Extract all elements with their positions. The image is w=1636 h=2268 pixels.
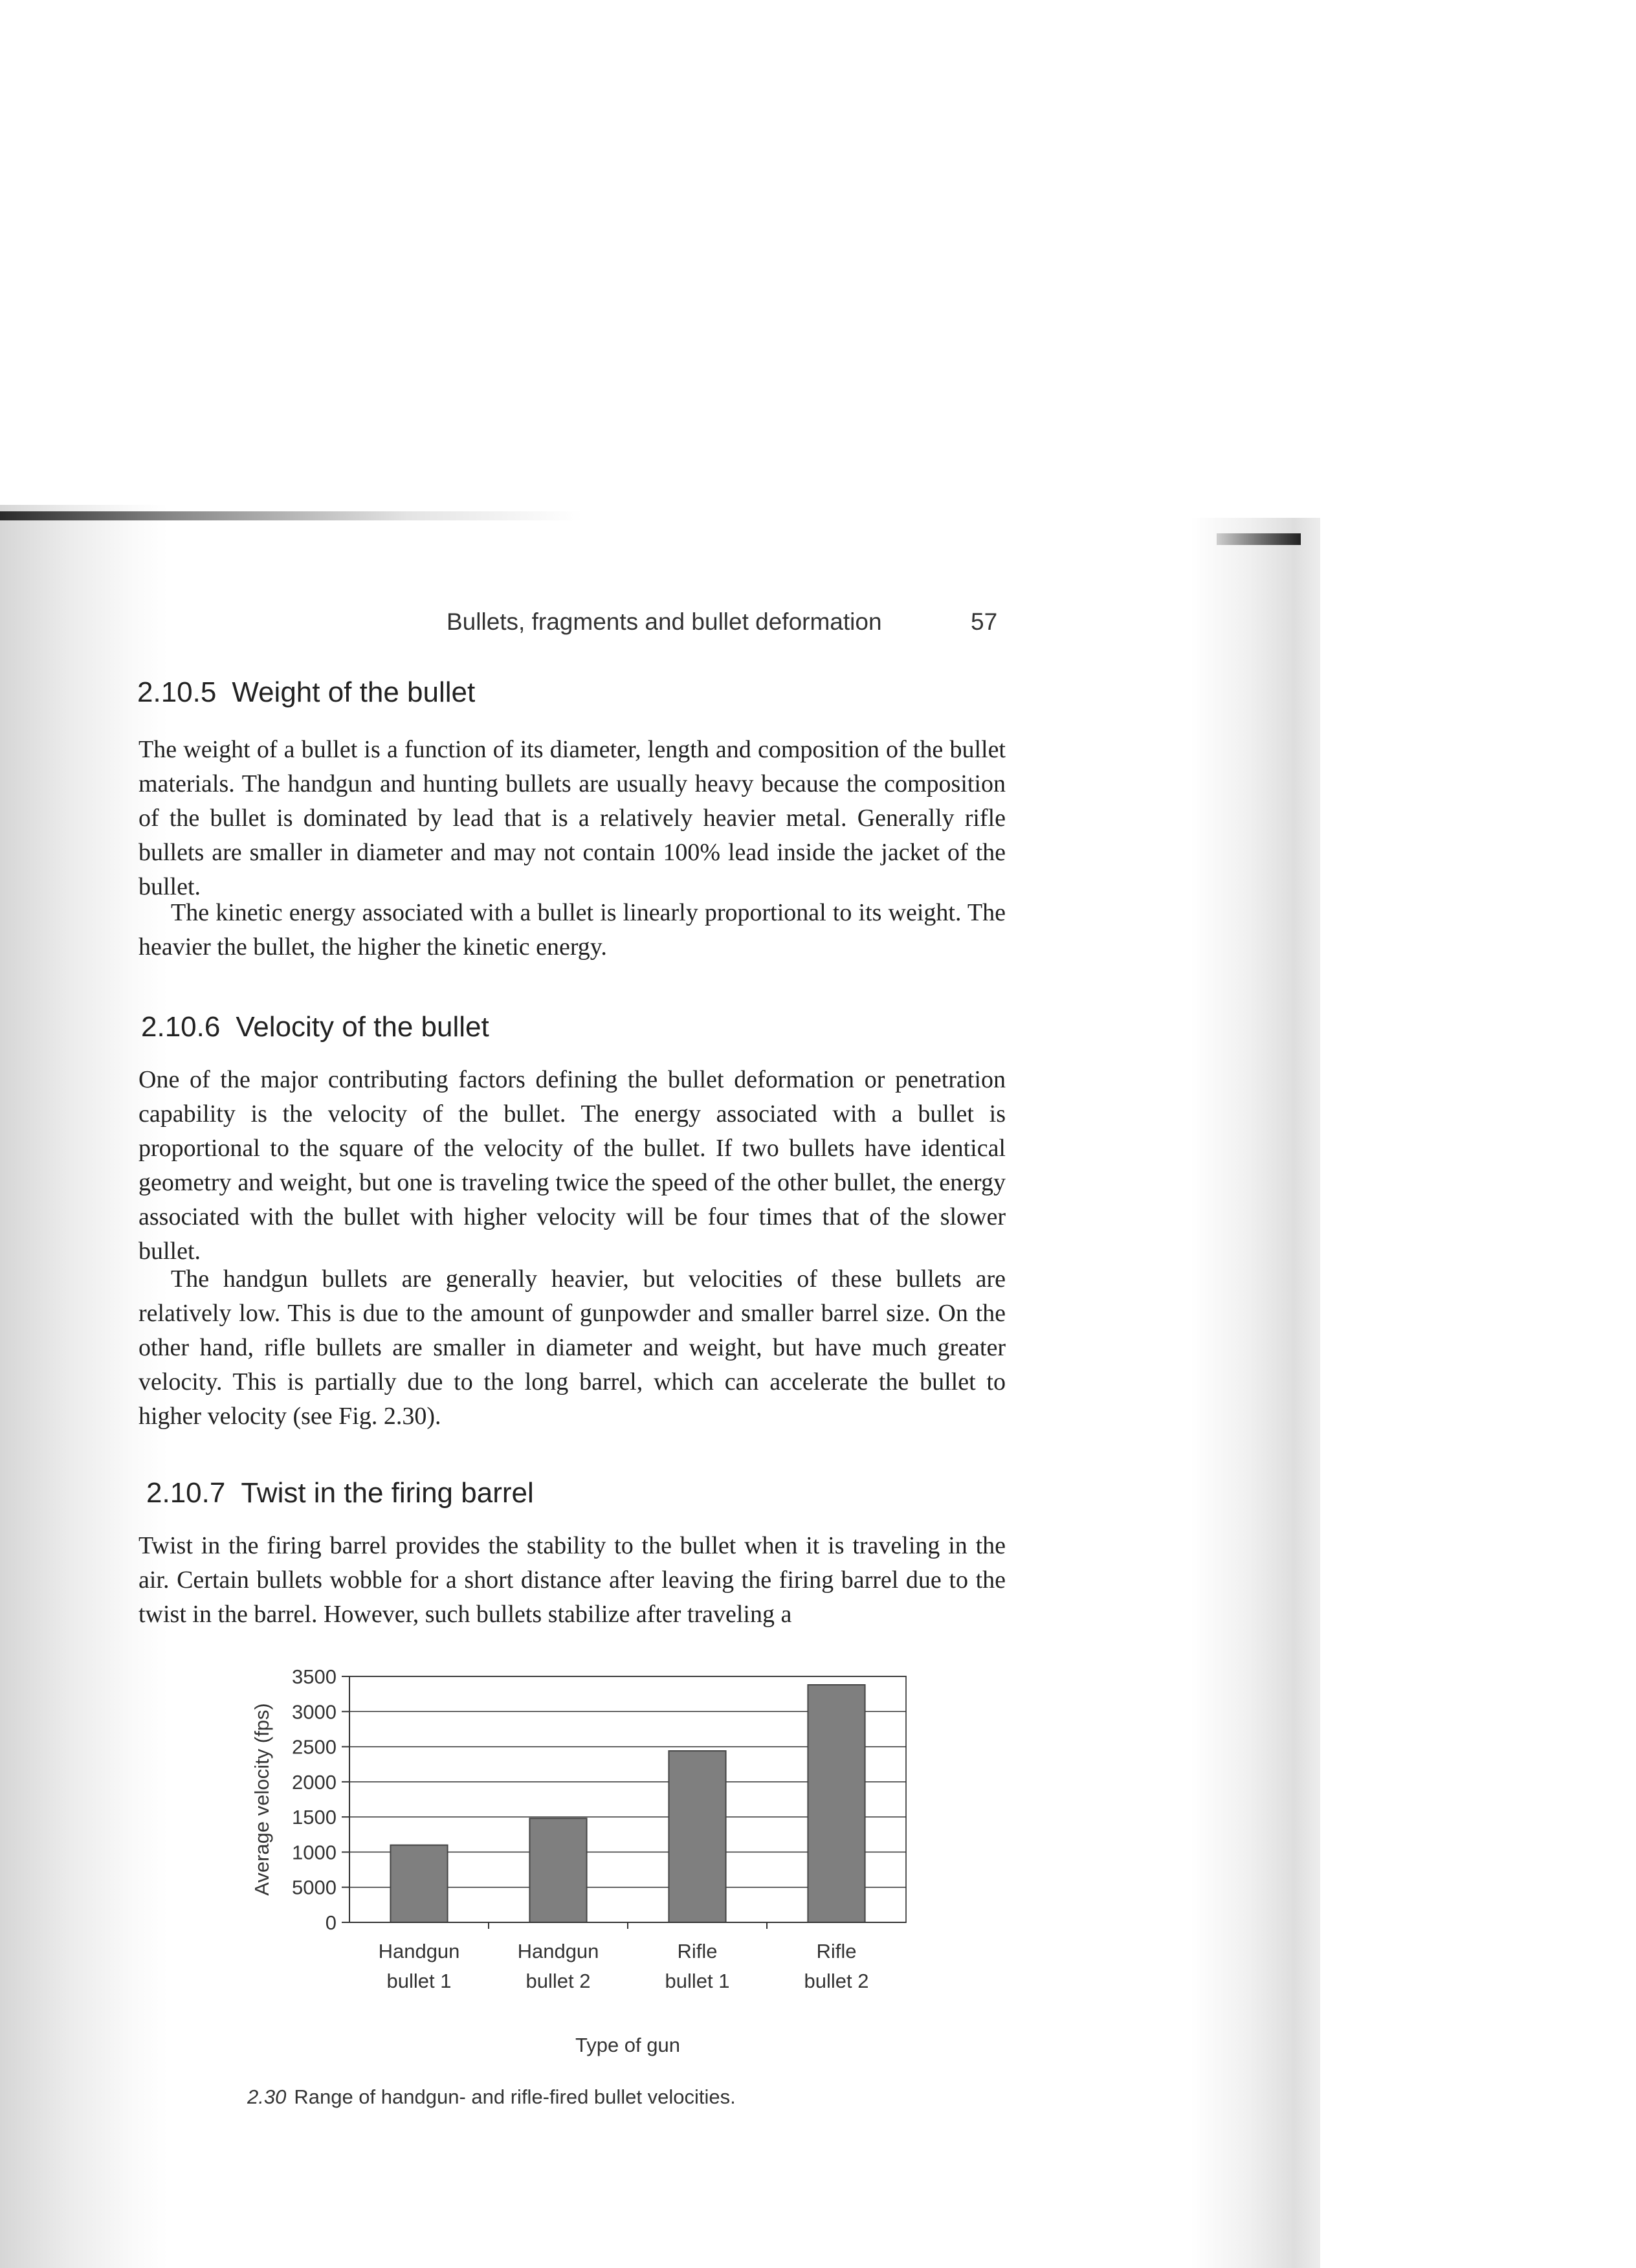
running-header-title: Bullets, fragments and bullet deformation	[447, 608, 882, 635]
x-tick-label: Rifle	[816, 1940, 857, 1962]
bar	[669, 1751, 725, 1922]
figure-2-30-chart	[239, 1657, 951, 2071]
y-tick-label: 1000	[292, 1841, 337, 1864]
y-tick-label: 3500	[292, 1665, 337, 1688]
y-tick-label: 3000	[292, 1700, 337, 1724]
y-tick-label: 1500	[292, 1806, 337, 1829]
x-tick-label: bullet 2	[525, 1970, 591, 1992]
figure-number: 2.30	[247, 2085, 287, 2108]
section-title: Twist in the firing barrel	[241, 1477, 534, 1509]
section-title: Weight of the bullet	[232, 676, 476, 708]
x-tick-label: Handgun	[378, 1940, 460, 1962]
y-tick-label: 5000	[292, 1876, 337, 1899]
x-axis-ticks	[379, 1922, 869, 1992]
x-tick-label: Rifle	[677, 1940, 718, 1962]
bar	[808, 1685, 865, 1922]
y-tick-label: 2000	[292, 1770, 337, 1794]
y-axis-label: Average velocity (fps)	[250, 1703, 273, 1896]
figure-caption-text: Range of handgun- and rifle-fired bullet velocities.	[294, 2085, 736, 2108]
bar	[529, 1818, 586, 1922]
section-number: 2.10.5	[137, 676, 217, 708]
y-tick-label: 0	[325, 1911, 337, 1934]
section-number: 2.10.6	[141, 1011, 221, 1043]
paragraph-velocity-2: The handgun bullets are generally heavier, but velocities of these bullets are relatively low. This is due to the amount of gunpowder and smaller barrel size. On the other hand, rifle bullets are smaller in diameter and weight, but have much greater velocity. This is partially due to the long barrel, which can accelerate the bullet to higher velocity (see Fig. 2.30).	[138, 1265, 1006, 1430]
bar	[390, 1845, 447, 1922]
page-shadow-right	[1191, 518, 1320, 2268]
bar-chart	[239, 1657, 951, 2071]
section-heading-2-10-5	[137, 676, 475, 709]
figure-caption	[247, 2085, 736, 2109]
x-tick-label: bullet 1	[665, 1970, 730, 1992]
paragraph-velocity-1: One of the major contributing factors defining the bullet deformation or penetration capability is the velocity of the bullet. The energy associated with a bullet is proportional to the square of the velocity of the bullet. If two bullets have identical geometry and weight, but one is traveling twice the speed of the other bullet, the energy associated with the bullet with higher velocity will be four times that of the slower bullet.	[138, 1066, 1006, 1265]
x-tick-label: Handgun	[517, 1940, 599, 1962]
paragraph-weight-1: The weight of a bullet is a function of its diameter, length and composition of the bullet materials. The handgun and hunting bullets are usually heavy because the composition of the bullet is dominated by lead that is a relatively heavier metal. Generally rifle bullets are smaller in diameter and may not contain 100% lead inside the jacket of the bullet.	[138, 736, 1006, 900]
page-edge-mark-right	[1217, 533, 1301, 545]
section-number: 2.10.7	[146, 1477, 226, 1509]
y-tick-label: 2500	[292, 1735, 337, 1759]
paragraph-twist-1: Twist in the firing barrel provides the stability to the bullet when it is traveling in the air. Certain bullets wobble for a short distance after leaving the firing barrel due to the twist in the barrel. However, such bullets stabilize after traveling a	[138, 1532, 1006, 1628]
x-tick-label: bullet 2	[804, 1970, 869, 1992]
page-number: 57	[971, 608, 998, 635]
section-heading-2-10-6	[141, 1011, 489, 1043]
section-title: Velocity of the bullet	[236, 1011, 489, 1043]
section-heading-2-10-7	[146, 1477, 534, 1509]
page-edge-mark-left	[0, 511, 582, 520]
x-tick-label: bullet 1	[386, 1970, 452, 1992]
paragraph-weight-2: The kinetic energy associated with a bullet is linearly proportional to its weight. The heavier the bullet, the higher the kinetic energy.	[138, 899, 1006, 961]
y-axis-ticks	[292, 1665, 349, 1934]
x-axis-label: Type of gun	[575, 2034, 681, 2056]
